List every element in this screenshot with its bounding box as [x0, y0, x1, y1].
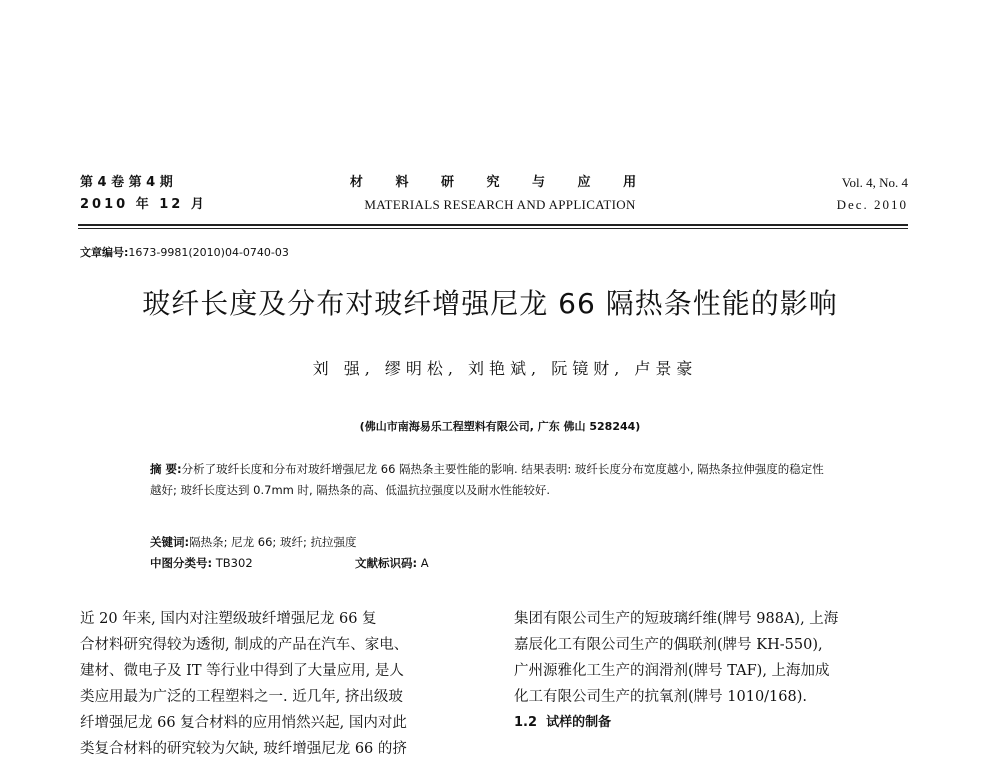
authors: 刘 强, 缪明松, 刘艳斌, 阮镜财, 卢景豪	[312, 359, 698, 378]
section-title: 试样的制备	[546, 715, 612, 730]
header-rule-thick	[78, 224, 908, 226]
abstract	[150, 459, 830, 501]
header-left	[80, 172, 207, 216]
body-column-right	[514, 606, 920, 736]
body-line: 集团有限公司生产的短玻璃纤维(牌号 988A), 上海	[514, 611, 839, 627]
affiliation: (佛山市南海易乐工程塑料有限公司, 广东 佛山 528244)	[359, 420, 641, 433]
keywords-text: 隔热条; 尼龙 66; 玻纤; 抗拉强度	[189, 535, 357, 549]
article-number-value: 1673-9981(2010)04-0740-03	[128, 246, 289, 259]
abstract-text: 分析了玻纤长度和分布对玻纤增强尼龙 66 隔热条主要性能的影响. 结果表明: 玻纤长度分布宽度越小, 隔热条拉伸强度的稳定性越好; 玻纤长度达到 0.7mm 时, 隔热条的高、低温抗拉强度以及耐水性能较好.	[150, 462, 824, 497]
document-code-value: A	[420, 556, 429, 570]
header-right	[837, 172, 908, 216]
body-line: 纤增强尼龙 66 复合材料的应用悄然兴起, 国内对此	[80, 715, 407, 731]
section-number: 1.2	[514, 715, 538, 730]
body-line: 建材、微电子及 IT 等行业中得到了大量应用, 是人	[80, 663, 404, 679]
header-rule-thin	[78, 228, 908, 229]
header-center	[300, 172, 700, 216]
volume-issue: 第 4 卷 第 4 期	[80, 175, 173, 190]
classification-value: TB302	[215, 556, 253, 570]
document-code	[355, 555, 429, 571]
keywords	[150, 532, 357, 553]
body-line: 类应用最为广泛的工程塑料之一. 近几年, 挤出级玻	[80, 689, 403, 705]
body-line: 嘉辰化工有限公司生产的偶联剂(牌号 KH-550),	[514, 637, 823, 653]
paper-title: 玻纤长度及分布对玻纤增强尼龙 66 隔热条性能的影响	[142, 287, 838, 320]
body-column-left	[80, 606, 486, 762]
body-line: 化工有限公司生产的抗氧剂(牌号 1010/168).	[514, 689, 807, 705]
section-heading	[514, 710, 920, 736]
classification	[150, 555, 253, 571]
keywords-label: 关键词:	[150, 535, 190, 549]
article-number	[80, 244, 289, 260]
volume-en: Vol. 4, No. 4	[841, 175, 908, 190]
classification-label: 中图分类号:	[150, 556, 213, 570]
body-line: 合材料研究得较为透彻, 制成的产品在汽车、家电、	[80, 637, 409, 653]
article-number-label: 文章编号:	[80, 246, 129, 259]
date-cn: 2010 年 12 月	[80, 197, 207, 212]
document-code-label: 文献标识码:	[355, 556, 418, 570]
journal-title-en: MATERIALS RESEARCH AND APPLICATION	[364, 197, 636, 212]
body-line: 类复合材料的研究较为欠缺, 玻纤增强尼龙 66 的挤	[80, 741, 407, 757]
body-line: 近 20 年来, 国内对注塑级玻纤增强尼龙 66 复	[80, 611, 377, 627]
abstract-label: 摘 要:	[150, 462, 182, 476]
body-line: 广州源雅化工生产的润滑剂(牌号 TAF), 上海加成	[514, 663, 830, 679]
journal-title-cn: 材 料 研 究 与 应 用	[349, 175, 651, 190]
date-en: Dec. 2010	[836, 197, 908, 212]
